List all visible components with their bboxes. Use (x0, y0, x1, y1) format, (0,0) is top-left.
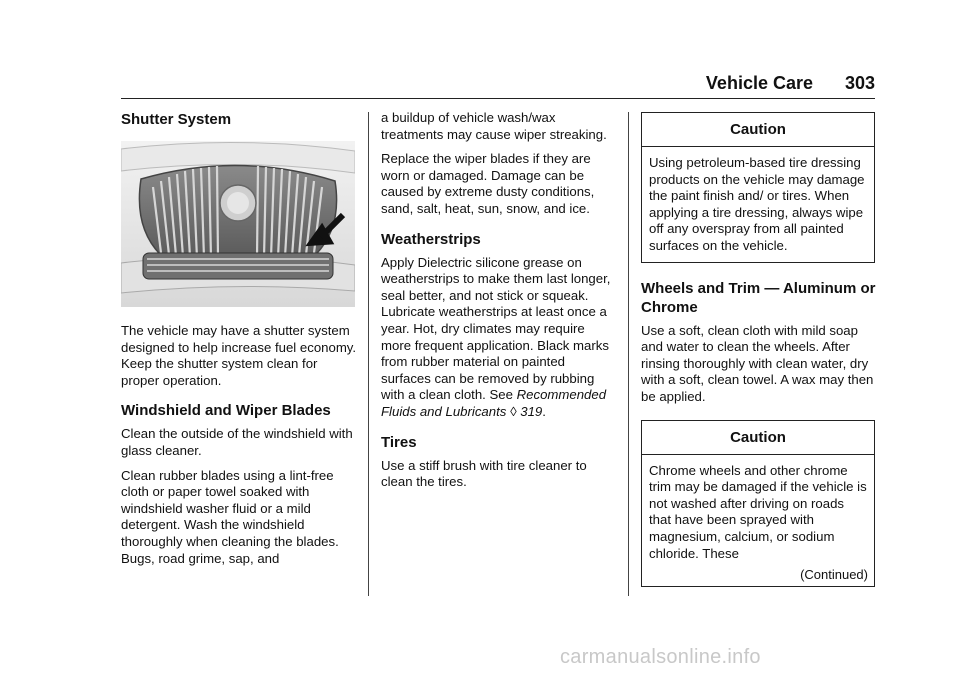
paragraph-wheels: Use a soft, clean cloth with mild soap and water to clean the wheels. After rinsing thoroughly with clean water, dry with a soft, clean towel. A wax may then be applied. (641, 322, 874, 404)
heading-shutter-system: Shutter System (121, 111, 232, 128)
caution-body: Using petroleum-based tire dressing products on the vehicle may damage the paint finish and/ or tires. When applying a tire dressing, always wipe off any overspray from all painted surfaces on the vehicle. (649, 155, 865, 253)
section-title: Vehicle Care (705, 73, 813, 93)
fluids-lubricants-page: 319 (520, 403, 543, 419)
page-number: 303 (844, 73, 875, 93)
paragraph-windshield-2: Clean rubber blades using a lint-free cloth or paper towel soaked with windshield washer fluid or a mild detergent. Wash the windshield thoroughly when cleaning the blades. Bugs, road grime, sap, and (121, 467, 339, 566)
front-grille-photo (121, 141, 355, 307)
column-1 (121, 110, 357, 575)
column-3 (641, 112, 877, 587)
paragraph-weatherstrips (381, 255, 617, 421)
heading-windshield: Windshield and Wiper Blades (121, 402, 331, 420)
column-divider (628, 112, 629, 596)
weatherstrips-period: . (542, 403, 546, 419)
heading-tires: Tires (381, 433, 417, 451)
paragraph-wiper-continued: a buildup of vehicle wash/wax treatments may cause wiper streaking. (381, 110, 607, 142)
paragraph-windshield-1: Clean the outside of the windshield with glass cleaner. (121, 426, 353, 458)
heading-wheels-trim: Wheels and Trim — Aluminum or Chrome (641, 279, 876, 316)
column-2 (381, 110, 617, 499)
fluids-lubricants-ref-text: Recommended Fluids and Lubricants (381, 387, 607, 419)
page-header (121, 70, 875, 99)
page-reference-icon: ◊ (510, 403, 517, 419)
paragraph-replace-blades: Replace the wiper blades if they are worn or damaged. Damage can be caused by extreme dusty conditions, sand, salt, heat, sun, snow, and ice. (381, 151, 595, 216)
caution-box-tire-dressing (641, 112, 875, 263)
watermark: carmanualsonline.info (560, 646, 761, 668)
caution-title: Caution (642, 421, 874, 455)
caution-body: Chrome wheels and other chrome trim may be damaged if the vehicle is not washed after driving on roads that have been sprayed with magnesium, calcium, or sodium chloride. These (649, 462, 867, 561)
continued-label: (Continued) (800, 567, 868, 583)
caution-box-chrome-wheels (641, 420, 875, 588)
weatherstrips-text: Apply Dielectric silicone grease on weatherstrips to make them last longer, seal better, and not stick or squeak. Lubricate weatherstrips at least once a year. Hot, dry climates may require more frequent application. Black marks from rubber material on painted surfaces can be removed by rubbing with a clean cloth. See (381, 254, 611, 403)
heading-weatherstrips: Weatherstrips (381, 230, 481, 248)
column-divider (368, 112, 369, 596)
paragraph-tires: Use a stiff brush with tire cleaner to clean the tires. (381, 457, 587, 490)
caution-title: Caution (642, 113, 874, 147)
paragraph-shutter: The vehicle may have a shutter system designed to help increase fuel economy. Keep the shutter system clean for proper operation. (121, 323, 357, 388)
